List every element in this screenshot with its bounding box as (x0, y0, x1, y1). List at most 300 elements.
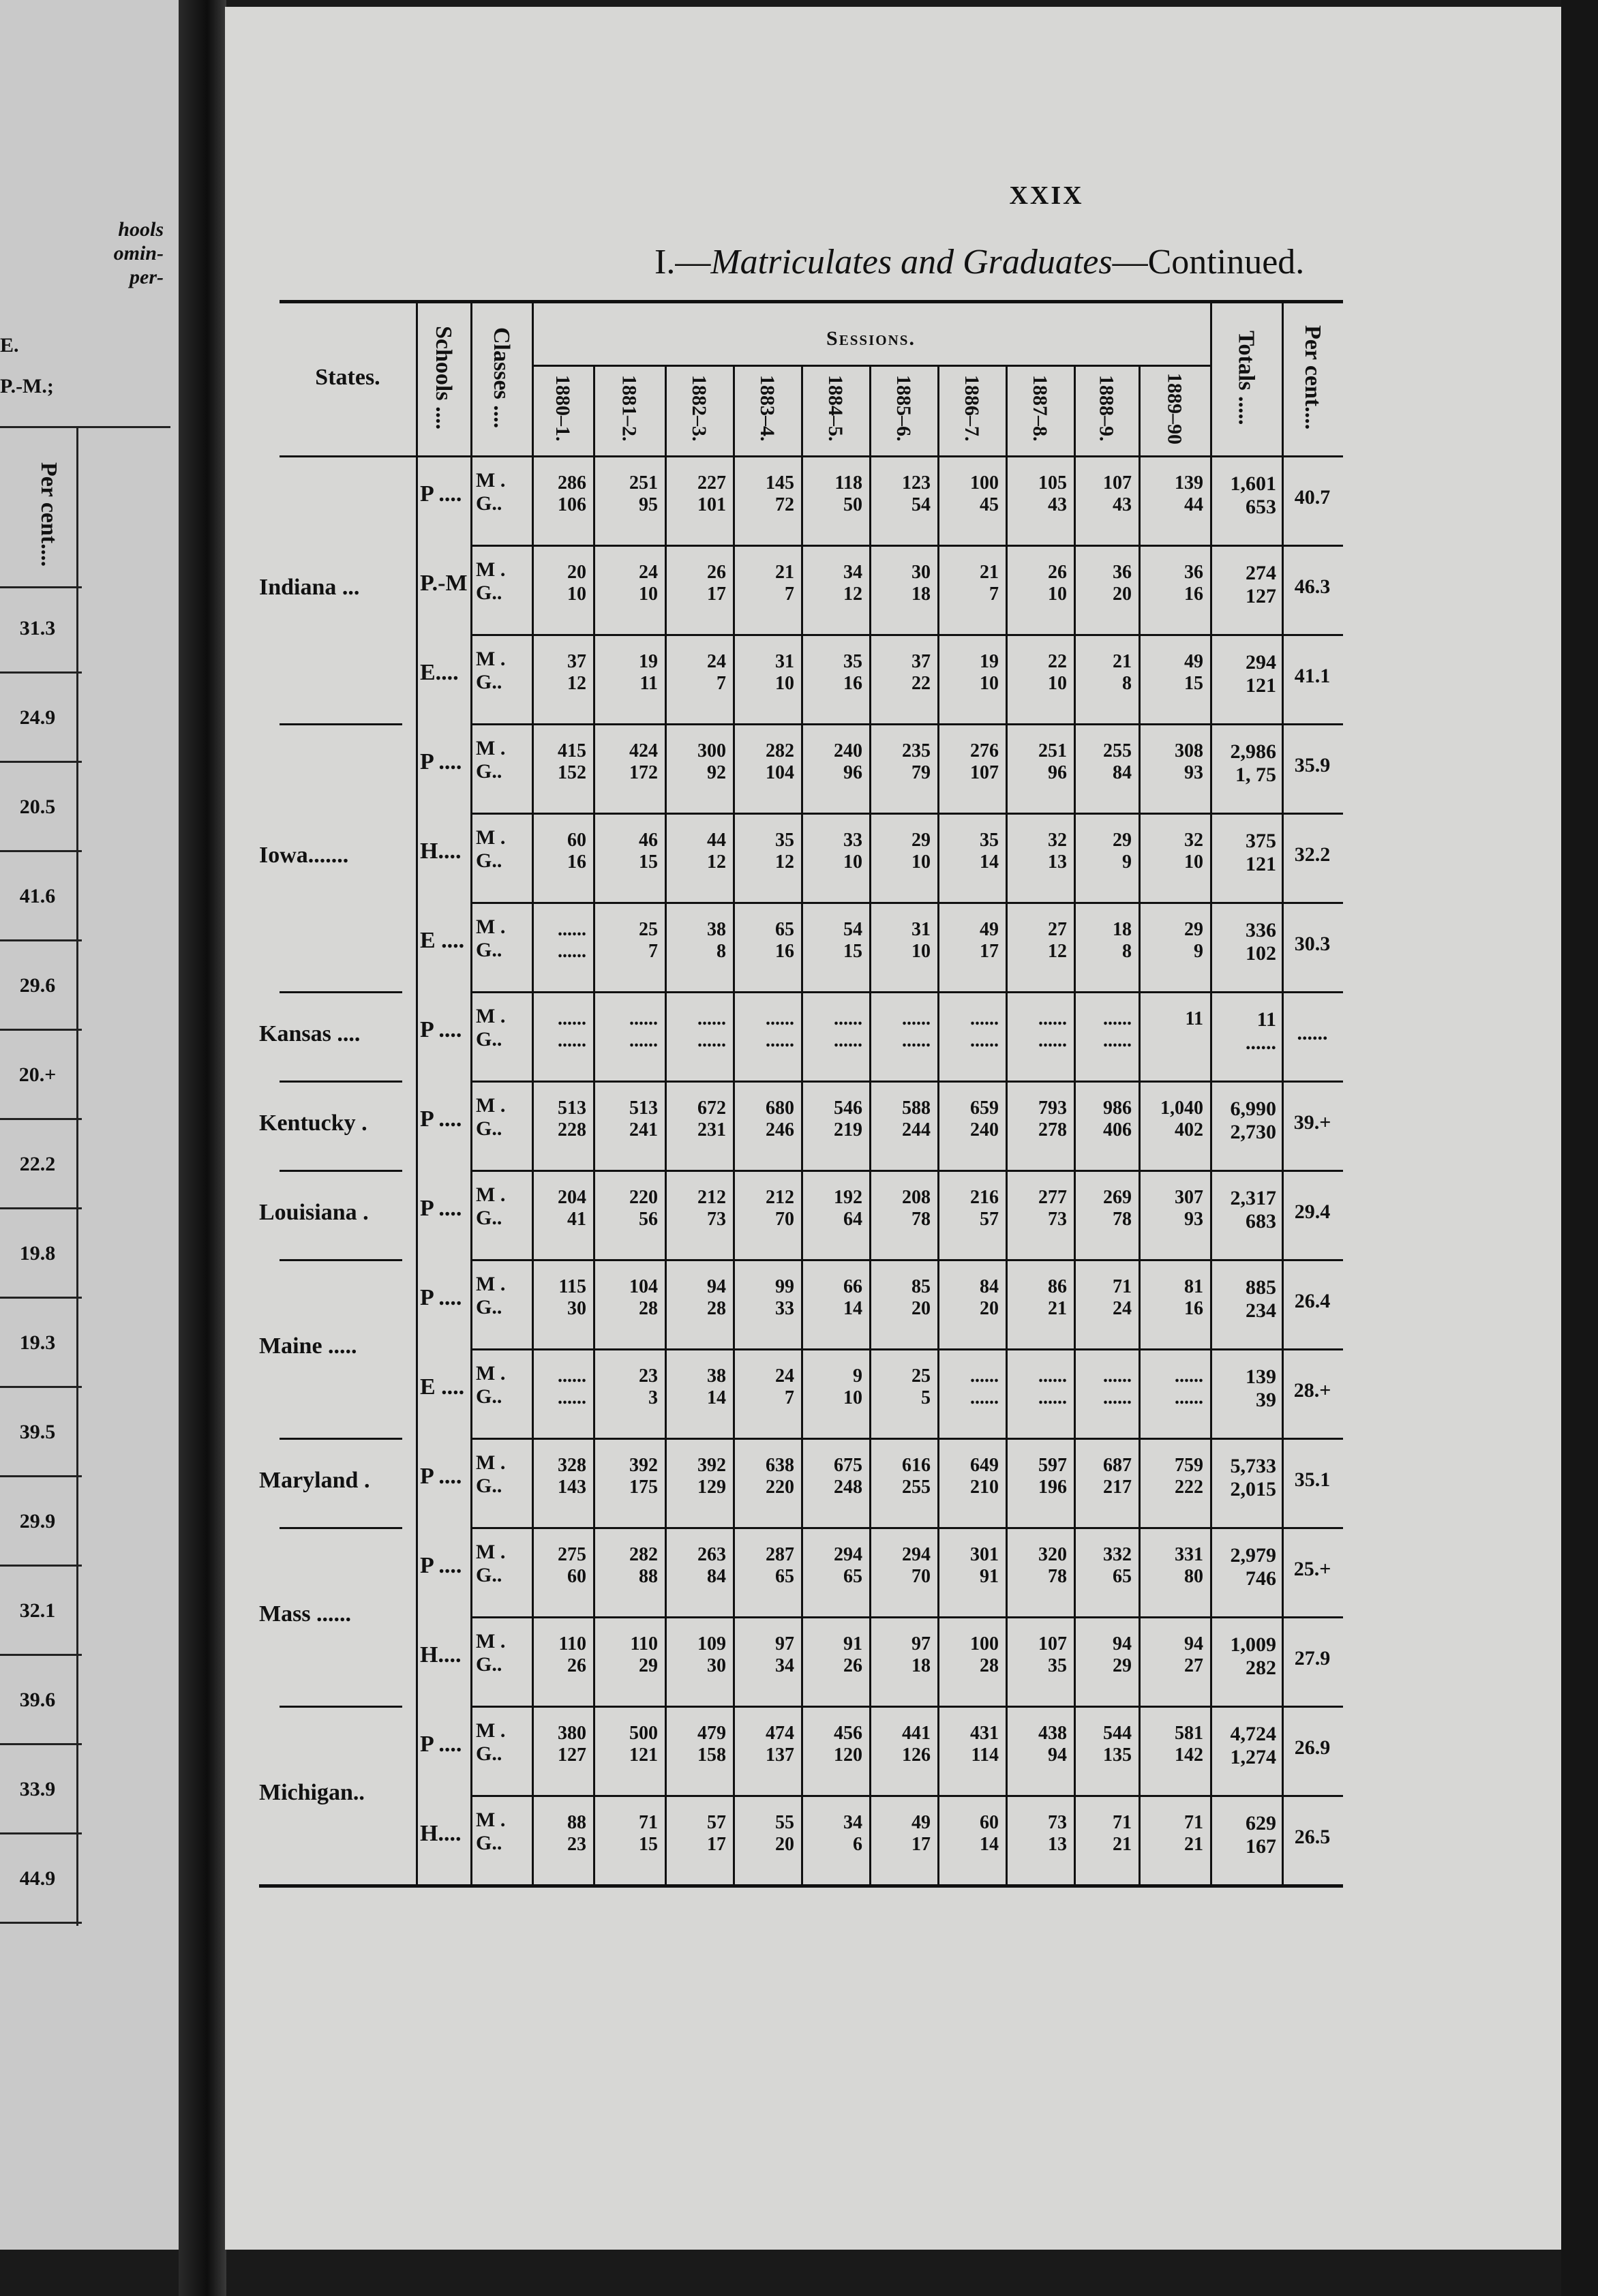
graduates-value: 14 (980, 1834, 999, 1855)
state-name: Michigan.. (259, 1780, 365, 1805)
matriculates-value: ...... (629, 1008, 658, 1029)
class-label-m: M . (476, 1719, 506, 1742)
graduates-value: 22 (911, 673, 931, 694)
row-rule (470, 1348, 1343, 1350)
left-page-rule (0, 426, 170, 428)
left-page-header-per-cent: Per cent.... (36, 462, 61, 567)
matriculates-value: 26 (707, 562, 726, 583)
table-title (654, 242, 1473, 282)
matriculates-value: 287 (766, 1544, 794, 1565)
matriculates-value: 34 (843, 562, 862, 583)
graduates-value: 34 (775, 1655, 794, 1676)
class-label-g: G.. (476, 492, 502, 515)
left-page-percent-value: 20.+ (18, 1063, 57, 1086)
graduates-value: 175 (629, 1477, 658, 1498)
session-year-header: 1881–2. (618, 375, 641, 442)
class-label-g: G.. (476, 1832, 502, 1854)
state-name: Louisiana . (259, 1199, 369, 1225)
per-cent-value: 26.5 (1294, 1826, 1331, 1848)
per-cent-value: 39.+ (1293, 1111, 1331, 1134)
graduates-value: 10 (567, 584, 586, 605)
graduates-value: 12 (1048, 941, 1067, 962)
graduates-value: 26 (843, 1655, 862, 1676)
graduates-value: 14 (707, 1387, 726, 1408)
left-page-text-fragment: P.-M.; (0, 375, 54, 397)
matriculates-value: 9 (853, 1365, 862, 1387)
state-name: Kansas .... (259, 1021, 361, 1046)
graduates-value: 60 (567, 1566, 586, 1587)
graduates-value: 43 (1048, 494, 1067, 515)
graduates-value: 8 (717, 941, 726, 962)
class-label-g: G.. (476, 1653, 502, 1676)
graduates-value: 172 (629, 762, 658, 783)
graduates-value: 96 (843, 762, 862, 783)
graduates-value: 10 (980, 673, 999, 694)
per-cent-value: 35.1 (1294, 1468, 1331, 1491)
session-year-header: 1888–9. (1095, 375, 1118, 442)
matriculates-value: ...... (558, 919, 586, 940)
total-matriculates: 629 (1246, 1812, 1276, 1834)
class-label-m: M . (476, 1541, 506, 1563)
state-divider (280, 1170, 402, 1172)
graduates-value: 16 (1184, 1298, 1203, 1319)
matriculates-value: 227 (697, 472, 726, 494)
matriculates-value: ...... (1038, 1008, 1067, 1029)
left-page-rule (0, 1743, 82, 1745)
left-page-percent-value: 22.2 (19, 1153, 56, 1175)
state-name: Indiana ... (259, 574, 360, 600)
graduates-value: 10 (843, 851, 862, 873)
school-code: E.... (420, 660, 459, 685)
per-cent-value: 32.2 (1294, 843, 1331, 866)
header-totals: Totals ..... (1233, 330, 1259, 425)
row-rule (470, 1795, 1343, 1797)
matriculates-value: 275 (558, 1544, 586, 1565)
graduates-value: 29 (639, 1655, 658, 1676)
matriculates-value: 31 (775, 651, 794, 672)
graduates-value: 28 (707, 1298, 726, 1319)
total-matriculates: 6,990 (1230, 1098, 1276, 1120)
matriculates-value: 331 (1175, 1544, 1203, 1565)
row-rule (470, 1170, 1343, 1172)
graduates-value: 18 (911, 584, 931, 605)
total-matriculates: 294 (1246, 651, 1276, 674)
left-page-rule (0, 1565, 82, 1567)
matriculates-value: 44 (707, 830, 726, 851)
matriculates-value: 438 (1038, 1723, 1067, 1744)
school-code: P.-M (420, 571, 468, 596)
session-year-header: 1885–6. (892, 375, 915, 442)
matriculates-value: 27 (1048, 919, 1067, 940)
graduates-value: 241 (629, 1119, 658, 1141)
matriculates-value: 21 (775, 562, 794, 583)
class-label-m: M . (476, 1273, 506, 1295)
graduates-value: ...... (766, 1030, 794, 1051)
class-label-g: G.. (476, 671, 502, 693)
row-rule (470, 991, 1343, 993)
page-number: XXIX (1009, 181, 1084, 210)
matriculates-value: 441 (902, 1723, 931, 1744)
matriculates-value: 474 (766, 1723, 794, 1744)
graduates-value: 3 (648, 1387, 658, 1408)
matriculates-value: 424 (629, 740, 658, 761)
column-rule (416, 300, 418, 1884)
matriculates-value: 251 (629, 472, 658, 494)
matriculates-value: 328 (558, 1455, 586, 1476)
matriculates-value: 71 (1113, 1812, 1132, 1833)
matriculates-value: 675 (834, 1455, 862, 1476)
graduates-value: 91 (980, 1566, 999, 1587)
class-label-g: G.. (476, 581, 502, 604)
matriculates-value: 105 (1038, 472, 1067, 494)
graduates-value: 35 (1048, 1655, 1067, 1676)
graduates-value: 10 (639, 584, 658, 605)
class-label-m: M . (476, 1630, 506, 1652)
matriculates-value: ...... (697, 1008, 726, 1029)
graduates-value: 10 (911, 851, 931, 873)
matriculates-value: 32 (1184, 830, 1203, 851)
title-suffix: —Continued. (1112, 243, 1305, 282)
total-graduates: 167 (1246, 1835, 1276, 1858)
graduates-value: 28 (980, 1655, 999, 1676)
matriculates-value: 65 (775, 919, 794, 940)
matriculates-value: 479 (697, 1723, 726, 1744)
matriculates-value: 986 (1103, 1098, 1132, 1119)
matriculates-value: 240 (834, 740, 862, 761)
school-code: P .... (420, 749, 462, 774)
matriculates-value: 392 (697, 1455, 726, 1476)
class-label-g: G.. (476, 1296, 502, 1318)
graduates-value: 101 (697, 494, 726, 515)
class-label-m: M . (476, 737, 506, 759)
graduates-value: 30 (567, 1298, 586, 1319)
row-rule (470, 1259, 1343, 1261)
total-matriculates: 2,986 (1230, 740, 1276, 763)
matriculates-value: 638 (766, 1455, 794, 1476)
matriculates-value: 33 (843, 830, 862, 851)
matriculates-value: ...... (970, 1008, 999, 1029)
graduates-value: 106 (558, 494, 586, 515)
class-label-m: M . (476, 558, 506, 581)
left-page-rule (0, 1297, 82, 1299)
class-label-g: G.. (476, 1475, 502, 1497)
matriculates-value: ...... (902, 1008, 931, 1029)
graduates-value: 158 (697, 1744, 726, 1766)
row-rule (470, 1884, 1343, 1886)
graduates-value: 10 (1048, 673, 1067, 694)
graduates-value: 23 (567, 1834, 586, 1855)
matriculates-value: 286 (558, 472, 586, 494)
class-label-g: G.. (476, 1028, 502, 1051)
state-divider (280, 991, 402, 993)
matriculates-value: 38 (707, 1365, 726, 1387)
matriculates-value: 212 (766, 1187, 794, 1208)
total-graduates: 746 (1246, 1567, 1276, 1590)
class-label-g: G.. (476, 1207, 502, 1229)
graduates-value: 11 (639, 673, 658, 694)
graduates-value: 95 (639, 494, 658, 515)
graduates-value: 17 (911, 1834, 931, 1855)
graduates-value: 21 (1184, 1834, 1203, 1855)
school-code: P .... (420, 1285, 462, 1310)
graduates-value: 93 (1184, 762, 1203, 783)
graduates-value: 44 (1184, 494, 1203, 515)
matriculates-value: 24 (707, 651, 726, 672)
total-matriculates: 5,733 (1230, 1455, 1276, 1477)
matriculates-value: 332 (1103, 1544, 1132, 1565)
state-divider (280, 723, 402, 725)
matriculates-value: 84 (980, 1276, 999, 1297)
matriculates-value: 276 (970, 740, 999, 761)
per-cent-value: 28.+ (1293, 1379, 1331, 1402)
session-year-header: 1882–3. (688, 375, 710, 442)
matriculates-value: 49 (911, 1812, 931, 1833)
matriculates-value: 581 (1175, 1723, 1203, 1744)
left-page-rule (0, 850, 82, 852)
matriculates-value: 110 (630, 1633, 658, 1655)
graduates-value: ...... (970, 1387, 999, 1408)
graduates-value: 7 (785, 584, 794, 605)
matriculates-value: 208 (902, 1187, 931, 1208)
left-page-percent-value: 29.9 (19, 1510, 56, 1532)
matriculates-value: 25 (911, 1365, 931, 1387)
matriculates-value: 37 (911, 651, 931, 672)
graduates-value: 406 (1103, 1119, 1132, 1141)
matriculates-value: 99 (775, 1276, 794, 1297)
total-graduates: 282 (1246, 1657, 1276, 1679)
state-divider (280, 1706, 402, 1708)
matriculates-value: 109 (697, 1633, 726, 1655)
graduates-value: ...... (558, 1030, 586, 1051)
matriculates-value: 29 (1184, 919, 1203, 940)
row-rule (470, 1081, 1343, 1083)
total-matriculates: 375 (1246, 830, 1276, 852)
graduates-value: 217 (1103, 1477, 1132, 1498)
graduates-value: 107 (970, 762, 999, 783)
graduates-value: ...... (697, 1030, 726, 1051)
graduates-value: 79 (911, 762, 931, 783)
matriculates-value: 30 (911, 562, 931, 583)
left-page-vertical-rule (76, 426, 78, 1926)
left-page-percent-value: 20.5 (19, 796, 56, 818)
matriculates-value: 66 (843, 1276, 862, 1297)
class-label-m: M . (476, 1183, 506, 1206)
matriculates-value: 115 (558, 1276, 586, 1297)
row-rule (470, 902, 1343, 904)
graduates-value: 30 (707, 1655, 726, 1676)
total-graduates: 121 (1246, 853, 1276, 875)
matriculates-value: 392 (629, 1455, 658, 1476)
graduates-value: 72 (775, 494, 794, 515)
matriculates-value: 38 (707, 919, 726, 940)
left-page-rule (0, 1922, 82, 1924)
graduates-value: 33 (775, 1298, 794, 1319)
per-cent-value: 41.1 (1294, 665, 1331, 687)
matriculates-value: 57 (707, 1812, 726, 1833)
graduates-value: 13 (1048, 1834, 1067, 1855)
graduates-value: 104 (766, 762, 794, 783)
class-label-m: M . (476, 1005, 506, 1027)
matriculates-value: 269 (1103, 1187, 1132, 1208)
total-matriculates: 274 (1246, 562, 1276, 584)
matriculates-value: 513 (558, 1098, 586, 1119)
left-page-text-fragment: omin- (113, 242, 164, 265)
per-cent-value: 26.9 (1294, 1736, 1331, 1759)
matriculates-value: 107 (1103, 472, 1132, 494)
matriculates-value: 1,040 (1160, 1098, 1203, 1119)
matriculates-value: 88 (567, 1812, 586, 1833)
school-code: P .... (420, 1017, 462, 1042)
session-year-header: 1886–7. (961, 375, 983, 442)
matriculates-value: 97 (911, 1633, 931, 1655)
graduates-value: 27 (1184, 1655, 1203, 1676)
matriculates-value: ...... (970, 1365, 999, 1387)
graduates-value: 18 (911, 1655, 931, 1676)
row-rule (470, 723, 1343, 725)
graduates-value: 12 (843, 584, 862, 605)
matriculates-value: 107 (1038, 1633, 1067, 1655)
graduates-value: 84 (1113, 762, 1132, 783)
state-name: Maine ..... (259, 1333, 357, 1359)
school-code: P .... (420, 1196, 462, 1221)
left-page-percent-value: 29.6 (19, 974, 56, 997)
matriculates-value: 759 (1175, 1455, 1203, 1476)
session-year-header: 1883–4. (756, 375, 779, 442)
matriculates-value: 31 (911, 919, 931, 940)
matriculates-value: 415 (558, 740, 586, 761)
graduates-value: 222 (1175, 1477, 1203, 1498)
left-page-percent-value: 32.1 (19, 1599, 56, 1622)
matriculates-value: 500 (629, 1723, 658, 1744)
header-sessions: Sessions. (826, 327, 916, 350)
graduates-value: 10 (911, 941, 931, 962)
graduates-value: 120 (834, 1744, 862, 1766)
matriculates-value: 19 (639, 651, 658, 672)
total-graduates: 127 (1246, 585, 1276, 607)
matriculates-value: 94 (1113, 1633, 1132, 1655)
graduates-value: 248 (834, 1477, 862, 1498)
per-cent-value: 40.7 (1294, 486, 1331, 509)
graduates-value: 17 (707, 1834, 726, 1855)
total-matriculates: 885 (1246, 1276, 1276, 1299)
matriculates-value: 380 (558, 1723, 586, 1744)
graduates-value: 56 (639, 1209, 658, 1230)
matriculates-value: 616 (902, 1455, 931, 1476)
left-page-rule (0, 1118, 82, 1120)
left-page-rule (0, 1475, 82, 1477)
matriculates-value: 36 (1113, 562, 1132, 583)
matriculates-value: 145 (766, 472, 794, 494)
matriculates-value: 11 (1185, 1008, 1203, 1029)
state-name: Mass ...... (259, 1601, 352, 1627)
matriculates-value: 81 (1184, 1276, 1203, 1297)
matriculates-value: ...... (558, 1008, 586, 1029)
graduates-value: 278 (1038, 1119, 1067, 1141)
row-rule (470, 1706, 1343, 1708)
state-divider (280, 1438, 402, 1440)
graduates-value: 20 (775, 1834, 794, 1855)
graduates-value: 7 (989, 584, 999, 605)
left-page-rule (0, 1832, 82, 1834)
total-matriculates: 2,317 (1230, 1187, 1276, 1209)
graduates-value: 16 (843, 673, 862, 694)
class-label-m: M . (476, 1362, 506, 1385)
matriculates-value: 49 (980, 919, 999, 940)
matriculates-value: 294 (834, 1544, 862, 1565)
matriculates-value: ...... (558, 1365, 586, 1387)
class-label-g: G.. (476, 939, 502, 961)
graduates-value: 231 (697, 1119, 726, 1141)
graduates-value: 12 (567, 673, 586, 694)
state-name: Iowa....... (259, 842, 349, 868)
left-page-rule (0, 939, 82, 941)
graduates-value: 16 (1184, 584, 1203, 605)
left-page-rule (0, 1654, 82, 1656)
matriculates-value: 29 (911, 830, 931, 851)
matriculates-value: ...... (1103, 1365, 1132, 1387)
state-divider (280, 1884, 402, 1886)
graduates-value: 29 (1113, 1655, 1132, 1676)
matriculates-value: 308 (1175, 740, 1203, 761)
total-graduates: 2,730 (1230, 1121, 1276, 1143)
graduates-value: ...... (902, 1030, 931, 1051)
matriculates-value: 94 (707, 1276, 726, 1297)
matriculates-value: 139 (1175, 472, 1203, 494)
graduates-value: 64 (843, 1209, 862, 1230)
class-label-m: M . (476, 916, 506, 938)
graduates-value: 43 (1113, 494, 1132, 515)
graduates-value: 73 (1048, 1209, 1067, 1230)
graduates-value: 14 (843, 1298, 862, 1319)
graduates-value: ...... (629, 1030, 658, 1051)
matriculates-value: 294 (902, 1544, 931, 1565)
matriculates-value: 54 (843, 919, 862, 940)
graduates-value: 137 (766, 1744, 794, 1766)
class-label-m: M . (476, 648, 506, 670)
matriculates-value: ...... (766, 1008, 794, 1029)
matriculates-value: 649 (970, 1455, 999, 1476)
matriculates-value: 21 (1113, 651, 1132, 672)
total-graduates: ...... (1246, 1031, 1276, 1054)
matriculates-value: 672 (697, 1098, 726, 1119)
matriculates-value: 26 (1048, 562, 1067, 583)
matriculates-value: 24 (639, 562, 658, 583)
state-divider (280, 1081, 402, 1083)
left-page-percent-value: 31.3 (19, 617, 56, 639)
left-page-percent-value: 33.9 (19, 1778, 56, 1800)
matriculates-value: 46 (639, 830, 658, 851)
matriculates-value: 23 (639, 1365, 658, 1387)
graduates-value: 114 (971, 1744, 999, 1766)
left-page-text-fragment: hools (118, 218, 164, 241)
matriculates-value: 20 (567, 562, 586, 583)
left-page-rule (0, 586, 82, 588)
left-page-percent-value: 39.5 (19, 1421, 56, 1443)
row-rule (470, 634, 1343, 636)
per-cent-value: 25.+ (1293, 1558, 1331, 1580)
graduates-value: 7 (717, 673, 726, 694)
school-code: H.... (420, 1642, 462, 1667)
matriculates-value: 91 (843, 1633, 862, 1655)
graduates-value: 142 (1175, 1744, 1203, 1766)
graduates-value: 7 (785, 1387, 794, 1408)
graduates-value: 15 (1184, 673, 1203, 694)
graduates-value: ...... (1175, 1387, 1203, 1408)
graduates-value: 240 (970, 1119, 999, 1141)
header-bottom-rule (280, 455, 1343, 457)
graduates-value: 255 (902, 1477, 931, 1498)
left-page-percent-value: 19.3 (19, 1331, 56, 1354)
